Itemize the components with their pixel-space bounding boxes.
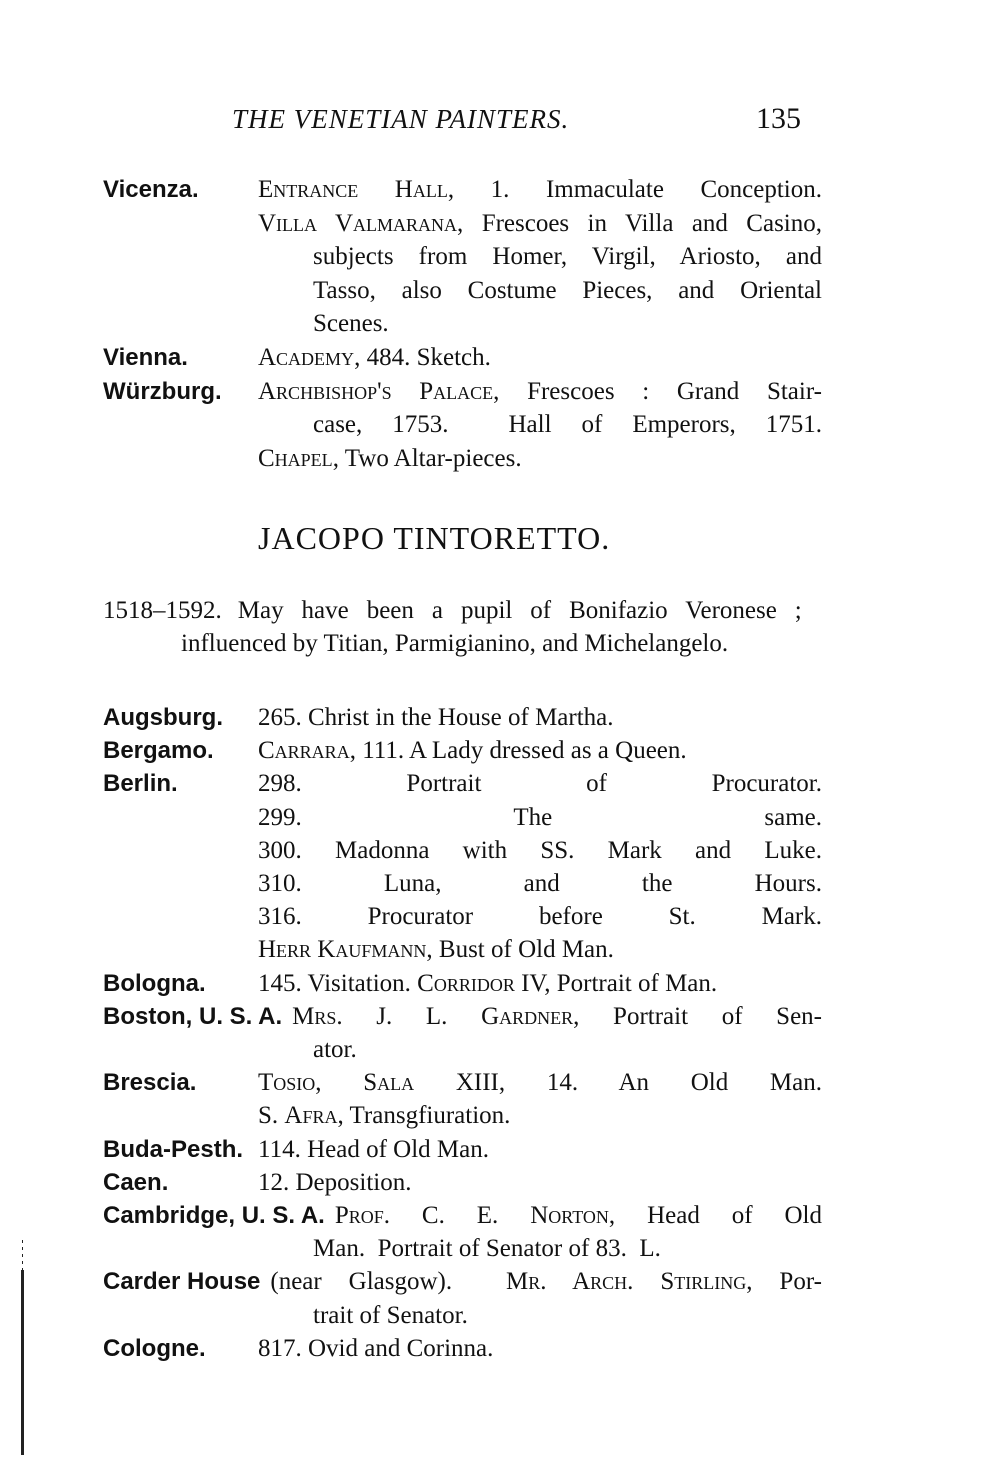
text-segment: ator. (313, 1036, 357, 1063)
entry-text (258, 375, 822, 409)
text-segment: XIII, 14. An Old Man. (414, 1069, 823, 1096)
entry-line (313, 240, 822, 274)
place-name: Buda-Pesth. (103, 1136, 244, 1163)
place-name: Carder House (103, 1268, 261, 1295)
text-segment: trait of Senator. (313, 1302, 468, 1329)
entry-text (258, 933, 614, 967)
entry-line (258, 900, 822, 934)
place-name: Brescia. (103, 1069, 197, 1096)
text-segment: subjects from Homer, Virgil, Ariosto, and (313, 243, 822, 270)
artist-dates: 1518–1592. (103, 597, 222, 624)
text-segment: , 1. Immaculate Conception. (447, 176, 822, 203)
text-segment: 817. Ovid and Corinna. (258, 1335, 494, 1362)
entry-text (258, 734, 687, 768)
entry-text (258, 801, 822, 835)
small-caps-text: Herr Kaufmann (258, 936, 427, 963)
entry-line (103, 1199, 822, 1233)
entry-text (258, 1166, 411, 1200)
entry-line (103, 1265, 822, 1299)
entry-line (103, 1166, 411, 1200)
entry-line (258, 933, 614, 967)
text-segment: 310. Luna, and the Hours. (258, 870, 822, 897)
entry-text (270, 1265, 822, 1299)
page-number: 135 (756, 102, 801, 135)
text-segment: S. (258, 1102, 285, 1129)
text-segment: , Transgfiuration. (337, 1102, 511, 1129)
small-caps-text: Archbishop's Palace (258, 378, 494, 405)
small-caps-text: Villa Valmarana (258, 210, 458, 237)
text-segment: 298. Portrait of Procurator. (258, 770, 822, 797)
place-name: Bergamo. (103, 737, 214, 764)
text-segment: (near Glasgow). (270, 1268, 507, 1295)
text-segment: IV, Portrait of Man. (514, 970, 718, 997)
entry-text (258, 1066, 822, 1100)
entry-line (258, 867, 822, 901)
entry-text (313, 1299, 468, 1333)
entry-line (258, 801, 822, 835)
place-name: Cambridge, U. S. A. (103, 1202, 325, 1229)
entry-text (258, 867, 822, 901)
entry-line (103, 173, 822, 207)
text-segment: , Portrait of Sen- (573, 1003, 822, 1030)
place-name: Caen. (103, 1169, 169, 1196)
entry-text (258, 834, 822, 868)
entry-text (292, 1000, 822, 1034)
entry-text (258, 701, 614, 735)
text-segment: , Por- (746, 1268, 822, 1295)
entry-text (313, 1033, 357, 1067)
text-segment: , Frescoes : Grand Stair- (493, 378, 822, 405)
place-name: Bologna. (103, 970, 206, 997)
text-segment: 145. Visitation. (258, 970, 418, 997)
small-caps-text: Chapel (258, 445, 333, 472)
text-segment: 265. Christ in the House of Martha. (258, 704, 614, 731)
entry-line (103, 375, 822, 409)
text-segment: , Head of Old (608, 1202, 823, 1229)
entry-text (313, 408, 822, 442)
place-name: Augsburg. (103, 704, 223, 731)
small-caps-text: Afra (284, 1102, 338, 1129)
small-caps-text: Tosio, Sala (258, 1069, 415, 1096)
text-segment: , Frescoes in Villa and Casino, (457, 210, 822, 237)
entry-line (313, 1033, 357, 1067)
entry-text (258, 341, 491, 375)
entry-text (258, 173, 822, 207)
section-title: JACOPO TINTORETTO. (258, 520, 611, 556)
artist-dates-line (103, 594, 802, 628)
place-name: Vicenza. (103, 176, 199, 203)
text-segment: case, 1753. Hall of Emperors, 1751. (313, 411, 822, 438)
artist-note-line (181, 627, 728, 661)
text-segment: Man. Portrait of Senator of 83. L. (313, 1235, 661, 1262)
small-caps-text: Carrara (258, 737, 350, 764)
text-segment: , Bust of Old Man. (426, 936, 614, 963)
text-segment: , 484. Sketch. (354, 344, 491, 371)
entry-line (103, 1066, 822, 1100)
entry-text (313, 1232, 661, 1266)
entry-text (258, 442, 522, 476)
entry-text (258, 207, 822, 241)
entry-line (103, 1133, 489, 1167)
small-caps-text: Mr. Arch. Stirling (506, 1268, 747, 1295)
place-name: Berlin. (103, 770, 178, 797)
entry-line (313, 1232, 661, 1266)
small-caps-text: Corridor (417, 970, 515, 997)
small-caps-text: Gardner (481, 1003, 574, 1030)
entry-line (103, 701, 614, 735)
place-name: Cologne. (103, 1335, 206, 1362)
entry-line (258, 834, 822, 868)
scan-edge-line (21, 1270, 24, 1455)
entry-text (335, 1199, 822, 1233)
entry-text (313, 307, 389, 341)
text-segment: Tasso, also Costume Pieces, and Oriental (313, 277, 822, 304)
text-segment: Scenes. (313, 310, 389, 337)
small-caps-text: Mrs (292, 1003, 337, 1030)
entry-line (313, 1299, 468, 1333)
entry-line (258, 1099, 510, 1133)
running-title: THE VENETIAN PAINTERS. (232, 104, 570, 134)
entry-line (258, 442, 522, 476)
entry-line (103, 341, 491, 375)
entry-line (313, 274, 822, 308)
text-segment: . J. L. (336, 1003, 482, 1030)
entry-line (313, 307, 389, 341)
small-caps-text: Prof (334, 1202, 384, 1229)
entry-line (258, 207, 822, 241)
place-name: Würzburg. (103, 378, 222, 405)
entry-text (258, 767, 822, 801)
place-name: Boston, U. S. A. (103, 1003, 283, 1030)
text-segment: 12. Deposition. (258, 1169, 412, 1196)
entry-line (313, 408, 822, 442)
text-segment: 299. The same. (258, 804, 822, 831)
artist-note: May have been a pupil of Bonifazio Veronese ; (237, 597, 802, 624)
text-segment: , Two Altar-pieces. (332, 445, 522, 472)
entry-line (103, 767, 822, 801)
scan-edge-mark (22, 1240, 23, 1270)
small-caps-text: Norton (530, 1202, 609, 1229)
entry-text (258, 900, 822, 934)
text-segment: . C. E. (383, 1202, 531, 1229)
entry-text (258, 1332, 493, 1366)
artist-note-continued: influenced by Titian, Parmigianino, and Michelangelo. (181, 630, 729, 657)
text-segment: 114. Head of Old Man. (258, 1136, 489, 1163)
entry-text (258, 967, 717, 1001)
entry-text (313, 274, 822, 308)
text-segment: , 111. A Lady dressed as a Queen. (349, 737, 687, 764)
entry-line (103, 1332, 493, 1366)
entry-text (313, 240, 822, 274)
entry-line (103, 1000, 822, 1034)
entry-line (103, 734, 687, 768)
entry-line (103, 967, 717, 1001)
small-caps-text: Entrance Hall (258, 176, 448, 203)
text-segment: 316. Procurator before St. Mark. (258, 903, 822, 930)
entry-text (258, 1099, 510, 1133)
small-caps-text: Academy (258, 344, 355, 371)
place-name: Vienna. (103, 344, 188, 371)
entry-text (258, 1133, 489, 1167)
text-segment: 300. Madonna with SS. Mark and Luke. (258, 837, 822, 864)
